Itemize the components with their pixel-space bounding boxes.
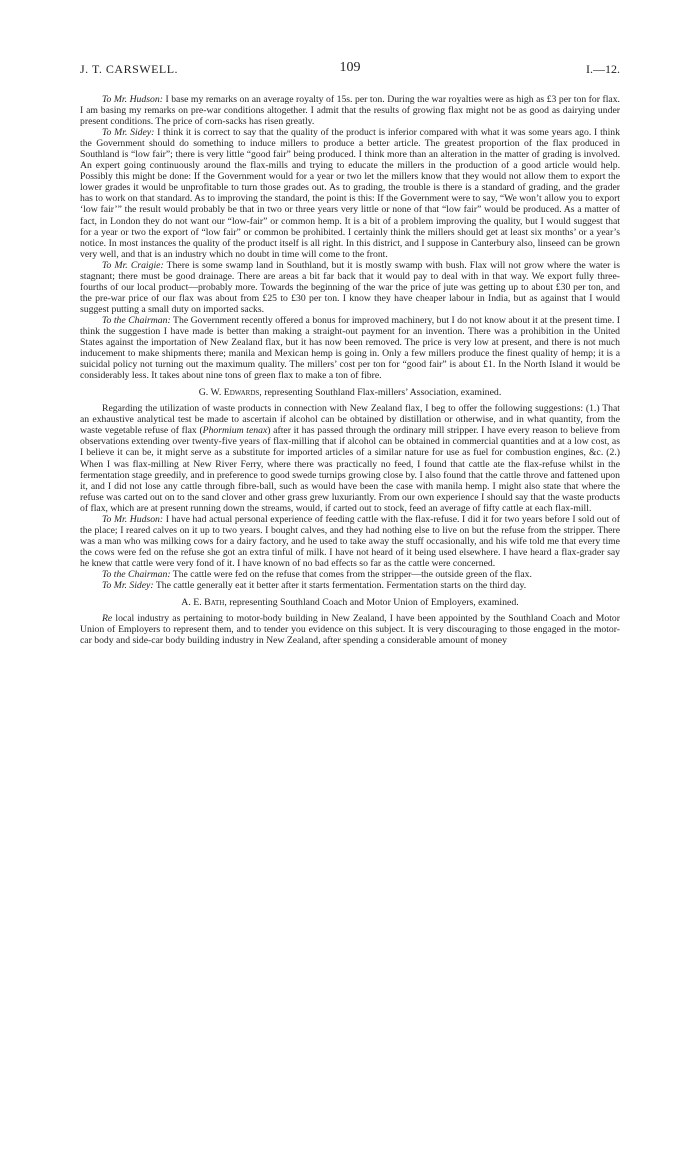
paragraph-edwards-statement (80, 403, 620, 513)
witness-heading-edwards (80, 387, 620, 398)
paragraph-text: The Government recently offered a bonus for improved machinery, but I do not know about it at the present time. I think the suggestion I have made is better than making a straight-out payment for an invention. There was a prohibition in the United States against the importation of New Zealand flax, but it has now been removed. The price is very low at present, and there is not much inducement to make shipments there; manila and Mexican hemp is going in. Only a few millers produce the finest quality of hemp; it is a suicidal policy not turning out the maximum quality. The millers’ cost per ton for “good fair” is about £1. In the North Island it would be considerably less. It takes about nine tons of green flax to make a ton of fibre. (80, 314, 620, 382)
paragraph-bath-statement (80, 613, 620, 646)
speaker-label: To Mr. Sidey: (102, 127, 155, 139)
paragraph-edwards-chairman (80, 569, 620, 580)
page-number: 109 (339, 60, 361, 75)
document-body (80, 94, 620, 646)
paragraph-text: I think it is correct to say that the quality of the product is inferior compared with what it was some years ago. I think the Government should do something to induce millers to produce a better article. The greatest proportion of the flax produced in Southland is “low fair”; there is very little “good fair” being produced. I think more than an alteration in the matter of grading is involved. An expert going continuously around the flax-mills and trying to educate the millers in the production of a good article would help. Possibly this might be done: If the Government would for a year or two let the millers know that they would not allow them to export the lower grades it would be unprofitable to turn those grades out. As to grading, the trouble is there is a standard of grading, and the grader has to work on that standard. As to improving the standard, the point is this: If the Government were to say, “We won’t allow you to export ‘low fair’” the result would probably be that in two or three years very little or none of that “low fair” would be produced. As a matter of fact, in London they do not want our “low-fair” or common hemp. It is a bit of a problem improving the quality, but I would suggest that for a year or two the export of “low fair” or common be prohibited. I certainly think the millers should get at least six months’ or a year’s notice. In most instances the quality of the product itself is all right. In this district, and I suppose in Canterbury also, linseed can be grown very well, and that is an industry which no doubt in time will come to the front. (80, 127, 620, 260)
speaker-label: To Mr. Sidey: (102, 580, 154, 592)
paragraph-text: local industry as pertaining to motor-body building in New Zealand, I have been appointed by the Southland Coach and Motor Union of Employers to represent them, and to tender you evidence on this subject. It is very discouraging to those engaged in the motor-car body and side-car body building industry in New Zealand, after spending a considerable amount of money (80, 613, 620, 647)
header-witness-name: J. T. CARSWELL. (80, 62, 179, 76)
paragraph-edwards-sidey (80, 580, 620, 591)
speaker-label: To Mr. Craigie: (102, 259, 164, 271)
paragraph-text: The cattle were fed on the refuse that comes from the stripper—the outside green of the flax. (170, 568, 532, 580)
paragraph-edwards-hudson (80, 514, 620, 569)
paper-reference: I.—12. (586, 62, 620, 76)
witness-description: , representing Southland Coach and Motor Union of Employers, examined. (224, 597, 519, 609)
witness-name: A. E. Bath (181, 597, 225, 609)
witness-name: G. W. Edwards (198, 387, 260, 399)
speaker-label: To Mr. Hudson: (102, 94, 163, 105)
page-header (80, 62, 620, 84)
speaker-label: To the Chairman: (102, 568, 171, 580)
paragraph-hudson (80, 94, 620, 127)
witness-heading-bath (80, 597, 620, 608)
paragraph-text: ) after it has passed through the ordinary mill stripper. I have every reason to believe from observations extending over twenty-five years of flax-milling that if alcohol can be obtained in commercial quantities and at a low cost, as I believe it can be, it might serve as a substitute for imported articles of a similar nature for use as fuel for combustion engines, &c. (2.) When I was flax-milling at New River Ferry, where there was practically no feed, I found that cattle ate the flax-refuse whilst in the fermentation stage greedily, and in preference to good swede turnips growing close by. I also found that the cattle throve and fattened upon it, and I did not lose any cattle through fibre-ball, such as would have been the case with manila hemp. I might also state that where the refuse was carted out on to the sand clover and other grass grew luxuriantly. From our own experience I should say that the waste products of flax, which are at present running down the streams, would, if carted out to stock, feed an average of fifty cattle at each flax-mill. (80, 425, 620, 514)
paragraph-text: Regarding the utilization of waste products in connection with New Zealand flax, I beg to offer the following suggestions: (1.) That an exhaustive analytical test be made to ascertain if alcohol can be obtained by distillation or otherwise, and in what quantity, from the waste vegetable refuse of flax ( (80, 403, 620, 437)
latin-name: Phormium tenax (202, 425, 268, 437)
paragraph-sidey (80, 127, 620, 260)
speaker-label: To Mr. Hudson: (102, 513, 164, 525)
witness-description: , representing Southland Flax-millers’ Association, examined. (259, 387, 502, 399)
paragraph-text: The cattle generally eat it better after it starts fermentation. Fermentation starts on the third day. (153, 580, 527, 592)
re-label: Re (102, 613, 113, 625)
paragraph-text: There is some swamp land in Southland, but it is mostly swamp with bush. Flax will not grow where the water is stagnant; there must be good drainage. There are areas a bit far back that it would pay to deal with in that way. We export fully three-fourths of our local product—probably more. Towards the beginning of the war the price of jute was getting up to about £30 per ton, and the pre-war price of our flax was about from £25 to £30 per ton. I know they have cheaper labour in India, but as against that I would suggest putting a small duty on imported sacks. (80, 259, 620, 315)
paragraph-craigie (80, 260, 620, 315)
paragraph-chairman (80, 315, 620, 381)
speaker-label: To the Chairman: (102, 314, 171, 326)
paragraph-text: I have had actual personal experience of feeding cattle with the flax-refuse. I did it for two years before I sold out of the place; I reared calves on it up to two years. I bought calves, and they had nothing else to live on but the refuse from the stripper. There was a man who was milking cows for a dairy factory, and he used to take away the stuff occasionally, and his wife told me that every time the cows were fed on the refuse she got an extra tinful of milk. I have not heard of it being used elsewhere. I have heard a flax-grader say he knew that cattle were very fond of it. I have known of no bad effects so far as the cattle were concerned. (80, 513, 620, 569)
paragraph-text: I base my remarks on an average royalty of 15s. per ton. During the war royalties were as high as £3 per ton for flax. I am basing my remarks on pre-war conditions altogether. I admit that the results of growing flax might not be as good as dairying under present conditions. The price of corn-sacks has risen greatly. (80, 94, 620, 128)
